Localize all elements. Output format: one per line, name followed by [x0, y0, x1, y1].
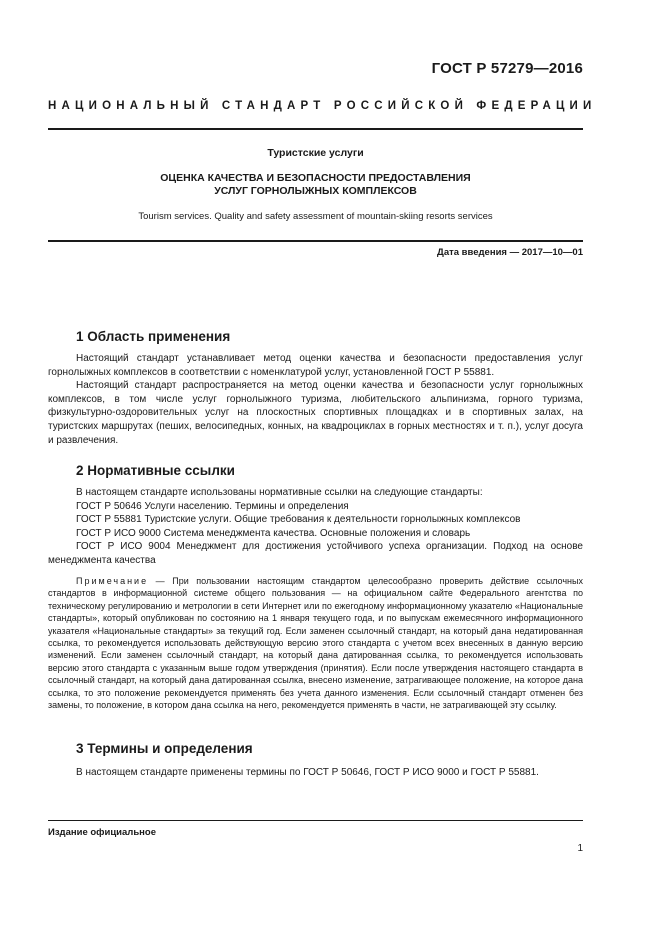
document-subtitle: Туристские услуги	[267, 147, 364, 159]
normative-reference: ГОСТ Р ИСО 9004 Менеджмент для достижения устойчивого успеха организации. Подход на основе менеджмента качества	[48, 541, 583, 566]
section2-body	[48, 486, 583, 568]
section3-body	[48, 766, 583, 780]
section2-intro: В настоящем стандарте использованы нормативные ссылки на следующие стандарты:	[76, 487, 483, 498]
section3-heading: 3 Термины и определения	[76, 741, 253, 756]
normative-reference: ГОСТ Р 50646 Услуги населению. Термины и определения	[76, 500, 349, 512]
gost-code: ГОСТ Р 57279—2016	[431, 60, 583, 77]
section1-paragraph: Настоящий стандарт распространяется на метод оценки качества и безопасности услуг горнолыжных комплексов, в том числе услуг горнолыжного туризма, любительского альпинизма, горного туризма, физкультурно-оздоровительных услуг на плоскостных спортивных площадках и в спортивных залах, на туристских маршрутах (пеших, велосипедных, конных, на квадроциклах в горных местностях и т. п.), услуг досуга и развлечения.	[48, 380, 583, 446]
document-title	[48, 172, 583, 198]
title-rule	[48, 240, 583, 242]
page-number: 1	[577, 843, 583, 854]
section1-heading: 1 Область применения	[76, 329, 231, 344]
introduction-date: Дата введения — 2017—10—01	[437, 247, 583, 258]
document-title-line1: ОЦЕНКА КАЧЕСТВА И БЕЗОПАСНОСТИ ПРЕДОСТАВЛЕНИЯ	[160, 172, 471, 184]
note-text: — При пользовании настоящим стандартом целесообразно проверить действие ссылочных стандартов в информационной системе общего пользования — на официальном сайте Федерального агентства по техническому регулированию и метрологии в сети Интернет или по ежегодному информационному указателю «Национальные стандарты», который опубликован по состоянию на 1 января текущего года, и по выпускам ежемесячного информационного указателя «Национальные стандарты» за текущий год. Если заменен ссылочный стандарт, на который дана недатированная ссылка, то рекомендуется использовать действующую версию этого стандарта с учетом всех внесенных в данную версию изменений. Если заменен ссылочный стандарт, на который дана датированная ссылка, то рекомендуется использовать версию этого стандарта с указанным выше годом утверждения (принятия). Если после утверждения настоящего стандарта в ссылочный стандарт, на который дана датированная ссылка, внесено изменение, затрагивающее положение, на которое дана ссылка, то это положение рекомендуется применять без учета данного изменения. Если ссылочный стандарт отменен без замены, то положение, в котором дана ссылка на него, рекомендуется применять в части, не затрагивающей эту ссылку.	[48, 576, 583, 711]
english-title: Tourism services. Quality and safety assessment of mountain-skiing resorts services	[138, 211, 493, 222]
national-standard-heading: НАЦИОНАЛЬНЫЙ СТАНДАРТ РОССИЙСКОЙ ФЕДЕРАЦИИ	[48, 100, 597, 112]
note-label: Примечание	[76, 576, 149, 586]
section1-body	[48, 352, 583, 447]
document-title-line2: УСЛУГ ГОРНОЛЫЖНЫХ КОМПЛЕКСОВ	[214, 185, 417, 197]
section2-heading: 2 Нормативные ссылки	[76, 463, 235, 478]
normative-reference: ГОСТ Р ИСО 9000 Система менеджмента качества. Основные положения и словарь	[76, 527, 471, 539]
note-block	[48, 575, 583, 711]
note-paragraph	[48, 575, 583, 711]
footer-rule	[48, 820, 583, 821]
edition-label: Издание официальное	[48, 827, 156, 838]
top-rule	[48, 128, 583, 130]
section1-paragraph: Настоящий стандарт устанавливает метод оценки качества и безопасности предоставления услуг горнолыжных комплексов в соответствии с номенклатурой услуг, установленной ГОСТ Р 55881.	[48, 353, 583, 378]
section3-paragraph: В настоящем стандарте применены термины по ГОСТ Р 50646, ГОСТ Р ИСО 9000 и ГОСТ Р 55881.	[76, 767, 539, 778]
normative-reference: ГОСТ Р 55881 Туристские услуги. Общие требования к деятельности горнолыжных комплексов	[76, 514, 521, 526]
